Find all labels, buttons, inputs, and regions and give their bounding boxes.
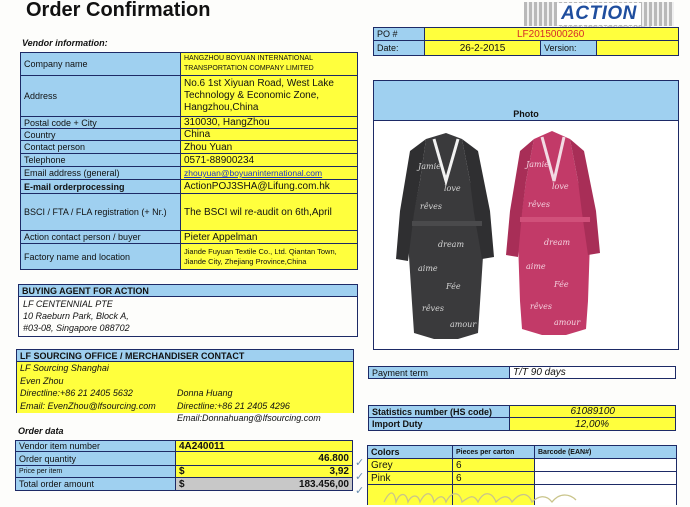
buying-agent-title: BUYING AGENT FOR ACTION: [19, 285, 357, 297]
buying-agent-box: [18, 284, 358, 337]
contact2-email: Email:Donnahuang@lfsourcing.com: [177, 413, 321, 423]
color-barcode: [534, 459, 676, 471]
import-duty-label: Import Duty: [369, 418, 509, 430]
vendor-value: The BSCI wil re-audit on 6th,April: [180, 194, 357, 230]
import-duty-value: 12,00%: [509, 418, 675, 430]
buying-agent-line: LF CENTENNIAL PTE: [23, 299, 113, 309]
buying-agent-line: 10 Raeburn Park, Block A,: [23, 311, 129, 321]
price-value: 3,92: [215, 466, 352, 477]
color-name: Pink: [368, 472, 452, 484]
svg-text:amour: amour: [450, 320, 477, 329]
vendor-value: HANGZHOU BOYUAN INTERNATIONAL TRANSPORTATION COMPANY LIMITED: [180, 53, 357, 75]
svg-text:dream: dream: [544, 238, 571, 247]
vendor-value: Pieter Appelman: [180, 231, 357, 243]
contact2-phone: Directline:+86 21 2405 4296: [177, 400, 290, 411]
svg-text:love: love: [444, 184, 461, 193]
grey-robe: [396, 133, 494, 339]
payment-row: [368, 366, 676, 379]
sourcing-office-name: LF Sourcing Shanghai: [20, 363, 109, 373]
order-row: [15, 440, 353, 452]
svg-text:rêves: rêves: [422, 304, 444, 313]
barcode-header: Barcode (EAN#): [534, 446, 676, 458]
vendor-value: Zhou Yuan: [180, 141, 357, 153]
checkmark-icon: ✓: [355, 485, 365, 497]
date-row: [373, 41, 679, 56]
colors-header: Colors: [368, 446, 452, 458]
contact2-name: Donna Huang: [177, 388, 233, 398]
photo-box: [373, 80, 679, 350]
total-value: 183.456,00: [215, 478, 352, 490]
version-value: [596, 41, 678, 55]
contact1-phone: Directline:+86 21 2405 5632: [20, 388, 133, 398]
svg-text:Fée: Fée: [446, 282, 461, 291]
color-name: Grey: [368, 459, 452, 471]
color-pieces: 6: [452, 459, 534, 471]
payment-value: T/T 90 days: [509, 367, 675, 378]
logo-text: ACTION: [557, 3, 641, 25]
statistics-label: Statistics number (HS code): [369, 406, 509, 417]
vendor-section-title: Vendor information:: [22, 38, 108, 48]
vendor-value: China: [180, 129, 357, 140]
svg-text:Jamie: Jamie: [526, 160, 549, 169]
import-duty-row: [368, 418, 676, 431]
version-label: Version:: [540, 41, 596, 55]
vendor-label: Email address (general): [21, 167, 180, 179]
vendor-value: 310030, HangZhou: [180, 117, 357, 128]
product-photo: [374, 121, 678, 349]
total-currency: $: [175, 478, 215, 490]
checkmark-icon: ✓: [355, 457, 365, 469]
vendor-row: [20, 52, 358, 76]
total-label: Total order amount: [16, 478, 175, 490]
pink-robe: [506, 131, 600, 335]
contact1-email: Email: EvenZhou@lfsourcing.com: [20, 400, 156, 411]
svg-text:rêves: rêves: [530, 302, 552, 311]
buying-agent-line: #03-08, Singapore 088702: [23, 323, 130, 333]
vendor-email-link[interactable]: zhouyuan@boyuaninternational.com: [184, 168, 323, 178]
statistics-row: [368, 405, 676, 418]
po-value: LF2015000260: [424, 28, 678, 40]
svg-text:aime: aime: [526, 262, 546, 271]
sourcing-office-title: LF SOURCING OFFICE / MERCHANDISER CONTACT: [17, 350, 353, 362]
page-title: Order Confirmation: [26, 0, 211, 21]
vendor-row: [20, 194, 358, 231]
vendor-label: Postal code + City: [21, 117, 180, 128]
vendor-value: ActionPOJ3SHA@Lifung.com.hk: [180, 180, 357, 193]
vendor-value: 0571-88900234: [180, 154, 357, 166]
color-row: [368, 459, 676, 472]
svg-text:Jamie: Jamie: [418, 162, 441, 171]
vendor-label: Telephone: [21, 154, 180, 166]
vendor-label: Address: [21, 76, 180, 116]
vendor-label: BSCI / FTA / FLA registration (+ Nr.): [21, 194, 180, 230]
action-logo: [524, 2, 674, 26]
svg-text:rêves: rêves: [528, 200, 550, 209]
svg-text:dream: dream: [438, 240, 465, 249]
photo-label: Photo: [374, 81, 678, 121]
price-label: Price per item: [16, 466, 175, 477]
date-value: 26-2-2015: [424, 41, 540, 55]
vendor-label: Company name: [21, 53, 180, 75]
price-currency: $: [175, 466, 215, 477]
statistics-value: 61089100: [509, 406, 675, 417]
vendor-row: [20, 141, 358, 154]
vendor-row: [20, 244, 358, 270]
qty-label: Order quantity: [16, 452, 175, 465]
order-row: [15, 466, 353, 478]
vendor-row: [20, 154, 358, 167]
colors-header-row: [368, 446, 676, 459]
vendor-value: Jiande Fuyuan Textile Co., Ltd. Qiantan Town, Jiande City, Zhejiang Province,China: [180, 244, 357, 269]
vendor-label: Factory name and location: [21, 244, 180, 269]
payment-label: Payment term: [369, 367, 509, 378]
vendor-label: Action contact person / buyer: [21, 231, 180, 243]
svg-text:aime: aime: [418, 264, 438, 273]
pieces-header: Pieces per carton: [452, 446, 534, 458]
qty-value: 46.800: [175, 452, 352, 465]
svg-text:love: love: [552, 182, 569, 191]
vendor-label: Country: [21, 129, 180, 140]
color-row: [368, 472, 676, 485]
vendor-value: No.6 1st Xiyuan Road, West Lake Technology & Economic Zone, Hangzhou,China: [180, 76, 357, 116]
vendor-table: [20, 52, 358, 270]
vendor-label: E-mail orderprocessing: [21, 180, 180, 193]
po-row: [373, 27, 679, 41]
order-row: [15, 478, 353, 491]
vendor-row: [20, 129, 358, 141]
contact1-name: Even Zhou: [20, 375, 64, 386]
item-value: 4A240011: [175, 441, 352, 451]
item-label: Vendor item number: [16, 441, 175, 451]
date-label: Date:: [374, 41, 424, 55]
order-table: [15, 440, 353, 491]
checkmark-icon: ✓: [355, 471, 365, 483]
color-barcode: [534, 472, 676, 484]
po-label: PO #: [374, 28, 424, 40]
vendor-row: [20, 180, 358, 194]
svg-text:Fée: Fée: [554, 280, 569, 289]
handwriting-scribble: [380, 488, 580, 507]
vendor-row: [20, 76, 358, 117]
order-section-title: Order data: [18, 426, 64, 436]
sourcing-office-box: [16, 349, 354, 423]
color-pieces: 6: [452, 472, 534, 484]
svg-text:amour: amour: [554, 318, 581, 327]
order-row: [15, 452, 353, 466]
vendor-row: [20, 117, 358, 129]
svg-text:rêves: rêves: [420, 202, 442, 211]
vendor-label: Contact person: [21, 141, 180, 153]
vendor-row: [20, 167, 358, 180]
vendor-row: [20, 231, 358, 244]
